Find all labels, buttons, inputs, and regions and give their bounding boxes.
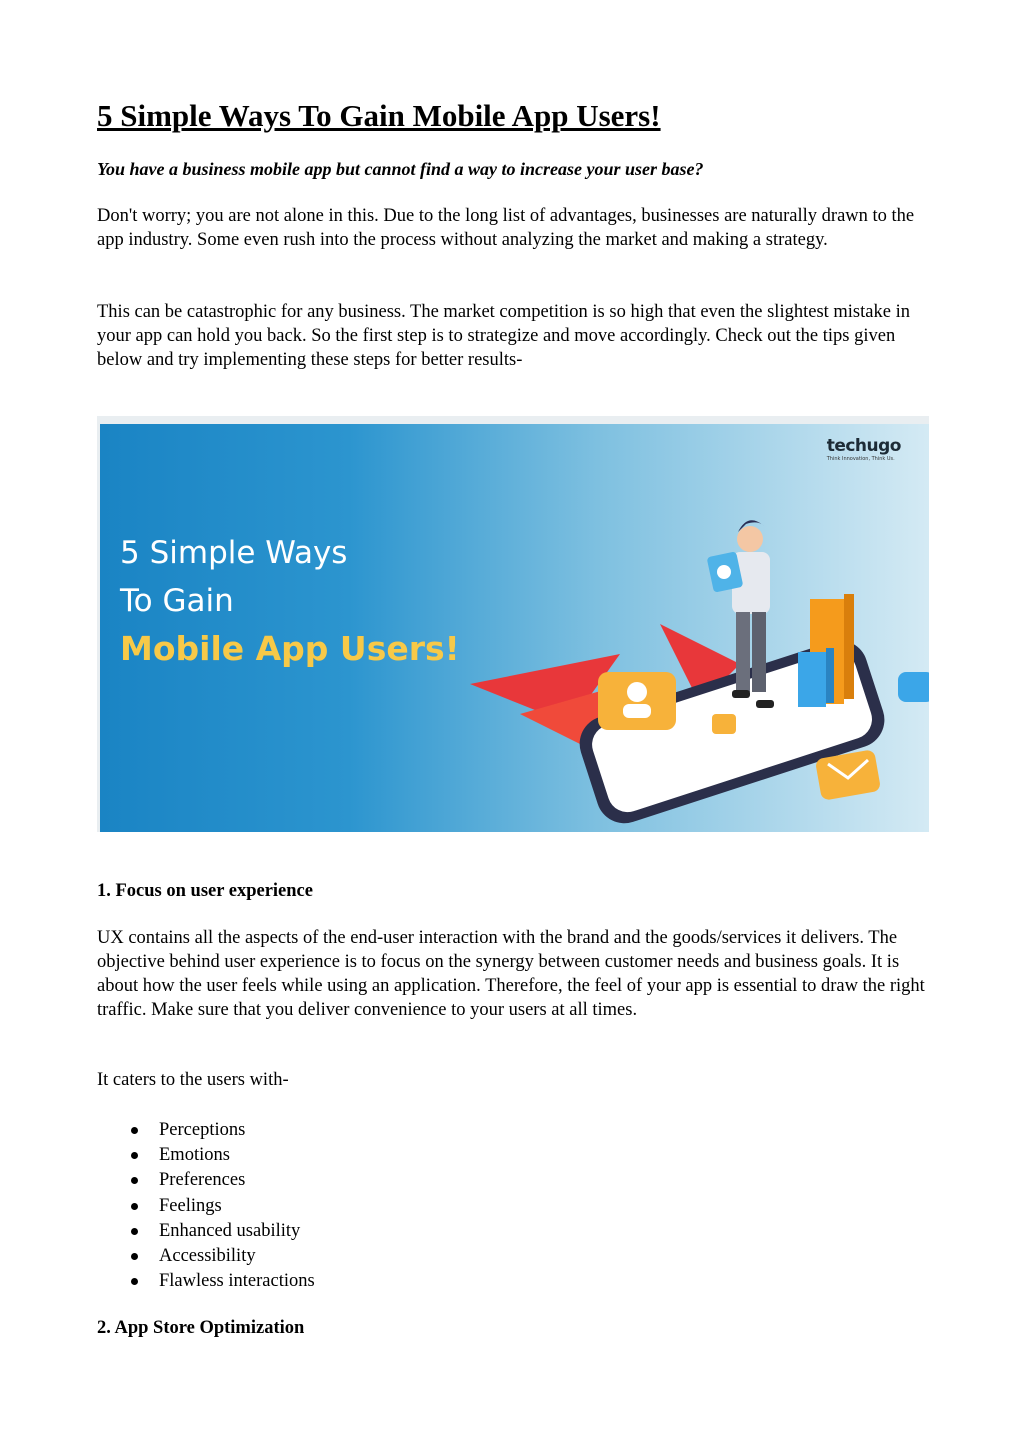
section-heading-ux: 1. Focus on user experience xyxy=(97,881,313,901)
ux-bullet-list xyxy=(97,1118,315,1294)
paragraph-ux: UX contains all the aspects of the end-user interaction with the brand and the goods/services it delivers. The objective behind user experience is to focus on the synergy between customer needs and business goals. It is about how the user feels while using an application. Therefore, the feel of your app is essential to draw the right traffic. Make sure that you deliver convenience to your users at all times. xyxy=(97,928,925,1020)
banner-image xyxy=(97,416,929,832)
list-item: Preferences xyxy=(97,1168,315,1193)
list-item: Perceptions xyxy=(97,1118,315,1143)
logo-tagline: Think Innovation, Think Us. xyxy=(826,456,895,462)
intro-question: You have a business mobile app but cannot find a way to increase your user base? xyxy=(97,159,704,179)
paragraph-1: Don't worry; you are not alone in this. Due to the long list of advantages, businesses are naturally drawn to the app industry. Some even rush into the process without analyzing the market and making a strategy. xyxy=(97,206,915,250)
list-item: Emotions xyxy=(97,1143,315,1168)
list-item: Accessibility xyxy=(97,1244,315,1269)
logo-name: techugo xyxy=(826,436,901,456)
paragraph-2: This can be catastrophic for any business. The market competition is so high that even the slightest mistake in your app can hold you back. So the first step is to strategize and move accordingly. Check out the tips given below and try implementing these steps for better results- xyxy=(97,302,910,370)
section-heading-aso: 2. App Store Optimization xyxy=(97,1318,305,1338)
page-title: 5 Simple Ways To Gain Mobile App Users! xyxy=(97,98,661,133)
banner-line-1: 5 Simple Ways xyxy=(120,535,348,571)
techugo-logo xyxy=(827,436,901,462)
list-item: Enhanced usability xyxy=(97,1219,315,1244)
banner-line-2: To Gain xyxy=(120,583,234,619)
chat-icon xyxy=(898,672,929,702)
banner-headline xyxy=(120,529,460,673)
banner-background xyxy=(100,424,929,832)
banner-line-3: Mobile App Users! xyxy=(120,629,460,668)
paragraph-caters: It caters to the users with- xyxy=(97,1070,289,1090)
user-profile-icon xyxy=(598,672,676,730)
small-card-icon xyxy=(712,714,736,734)
list-item: Feelings xyxy=(97,1194,315,1219)
list-item: Flawless interactions xyxy=(97,1269,315,1294)
